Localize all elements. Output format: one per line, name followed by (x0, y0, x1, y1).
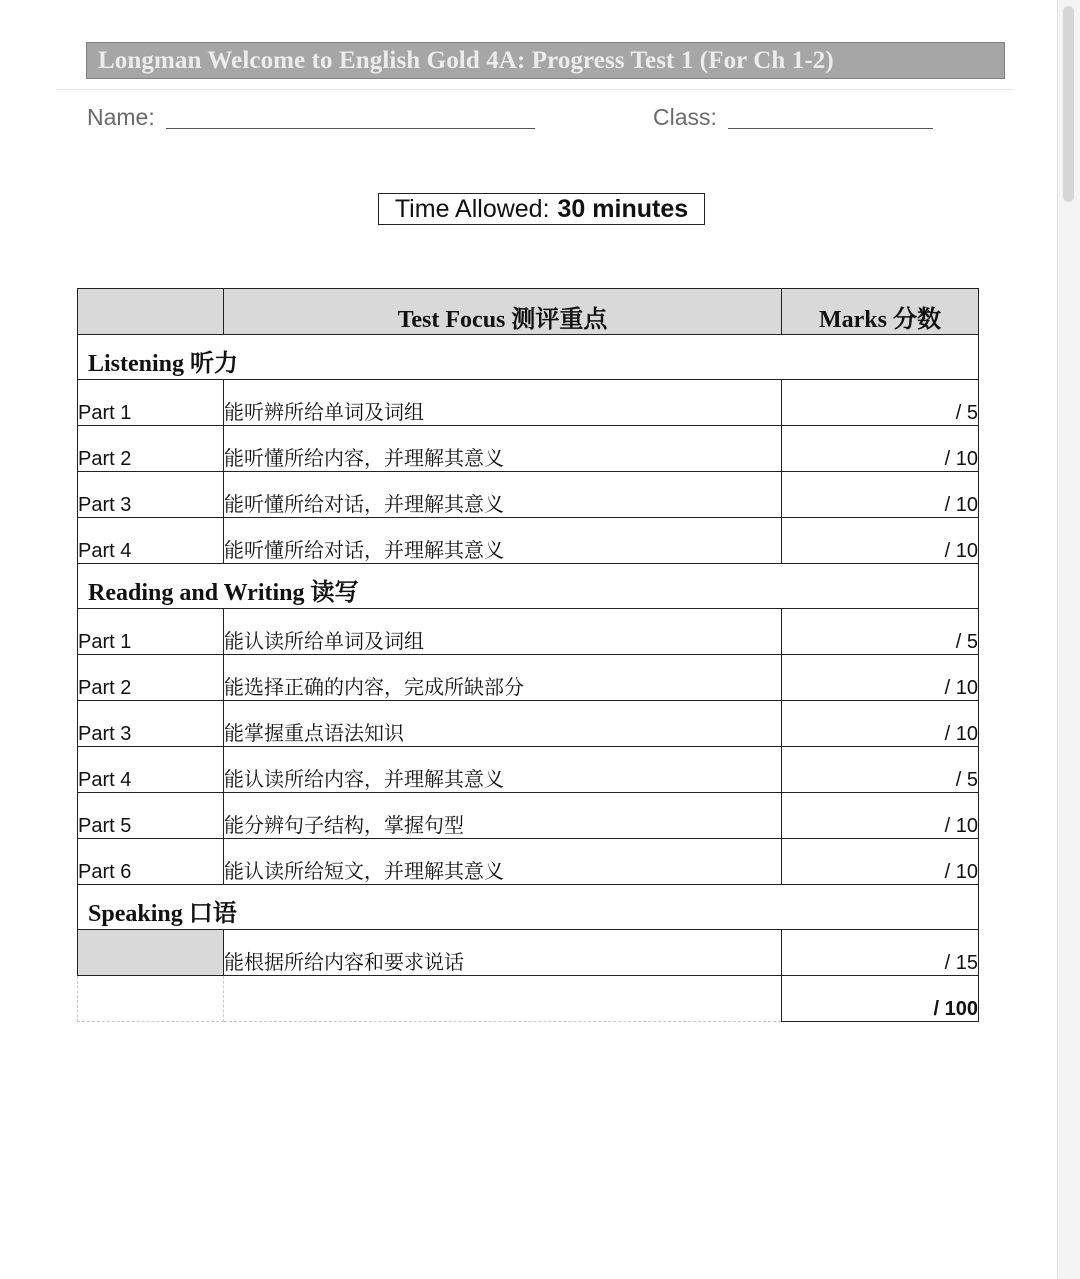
speaking-blank-cell (78, 930, 224, 976)
part-label: Part 2 (78, 655, 224, 701)
part-marks: / 10 (782, 793, 979, 839)
time-allowed-label: Time Allowed: (394, 194, 550, 223)
time-allowed-value: 30 minutes (557, 194, 689, 223)
class-blank-line (728, 128, 933, 129)
section-row-listening (78, 335, 979, 380)
test-focus-table (77, 288, 979, 1022)
part-focus: 能听懂所给对话，并理解其意义 (224, 518, 782, 564)
section-title-listening: Listening 听力 (88, 350, 239, 377)
table-row (78, 426, 979, 472)
time-allowed-box (378, 193, 705, 225)
title-bar (86, 42, 1005, 79)
part-marks: / 10 (782, 839, 979, 885)
part-focus: 能认读所给内容，并理解其意义 (224, 747, 782, 793)
part-marks: / 15 (782, 930, 979, 976)
header-divider (56, 89, 1014, 90)
part-focus: 能掌握重点语法知识 (224, 701, 782, 747)
part-marks: / 10 (782, 472, 979, 518)
part-label: Part 1 (78, 380, 224, 426)
table-row (78, 472, 979, 518)
part-label: Part 3 (78, 472, 224, 518)
name-label: Name: (87, 104, 155, 130)
part-focus: 能认读所给短文，并理解其意义 (224, 839, 782, 885)
section-row-reading-writing (78, 564, 979, 609)
header-marks-cell (782, 289, 979, 335)
part-focus: 能听懂所给对话，并理解其意义 (224, 472, 782, 518)
name-blank-line (166, 128, 535, 129)
part-focus: 能根据所给内容和要求说话 (224, 930, 782, 976)
table-row (78, 655, 979, 701)
table-row (78, 747, 979, 793)
total-marks: / 100 (782, 976, 979, 1022)
part-focus: 能认读所给单词及词组 (224, 609, 782, 655)
table-row (78, 930, 979, 976)
scrollbar-thumb[interactable] (1063, 6, 1074, 202)
part-marks: / 5 (782, 609, 979, 655)
table-row (78, 793, 979, 839)
part-label: Part 1 (78, 609, 224, 655)
header-blank-cell (78, 289, 224, 335)
part-label: Part 6 (78, 839, 224, 885)
table-row (78, 609, 979, 655)
part-focus: 能分辨句子结构，掌握句型 (224, 793, 782, 839)
section-title-speaking: Speaking 口语 (88, 900, 237, 927)
part-focus: 能选择正确的内容，完成所缺部分 (224, 655, 782, 701)
header-focus-label: Test Focus 测评重点 (397, 307, 608, 333)
part-marks: / 10 (782, 701, 979, 747)
part-marks: / 10 (782, 426, 979, 472)
part-marks: / 10 (782, 518, 979, 564)
part-label: Part 2 (78, 426, 224, 472)
part-focus: 能听辨所给单词及词组 (224, 380, 782, 426)
part-marks: / 10 (782, 655, 979, 701)
part-label: Part 5 (78, 793, 224, 839)
part-marks: / 5 (782, 747, 979, 793)
part-label: Part 4 (78, 747, 224, 793)
header-focus-cell (224, 289, 782, 335)
part-marks: / 5 (782, 380, 979, 426)
part-label: Part 4 (78, 518, 224, 564)
table-row (78, 701, 979, 747)
section-row-speaking (78, 885, 979, 930)
class-label: Class: (653, 104, 717, 130)
document-title: Longman Welcome to English Gold 4A: Progress Test 1 (For Ch 1-2) (98, 46, 834, 74)
total-blank-cell (78, 976, 224, 1022)
vertical-scrollbar[interactable] (1057, 0, 1080, 1279)
part-label: Part 3 (78, 701, 224, 747)
table-row (78, 518, 979, 564)
total-blank-cell (224, 976, 782, 1022)
table-header-row (78, 289, 979, 335)
header-marks-label: Marks 分数 (819, 307, 941, 333)
total-row (78, 976, 979, 1022)
section-title-reading-writing: Reading and Writing 读写 (88, 579, 359, 606)
table-row (78, 839, 979, 885)
part-focus: 能听懂所给内容，并理解其意义 (224, 426, 782, 472)
table-row (78, 380, 979, 426)
